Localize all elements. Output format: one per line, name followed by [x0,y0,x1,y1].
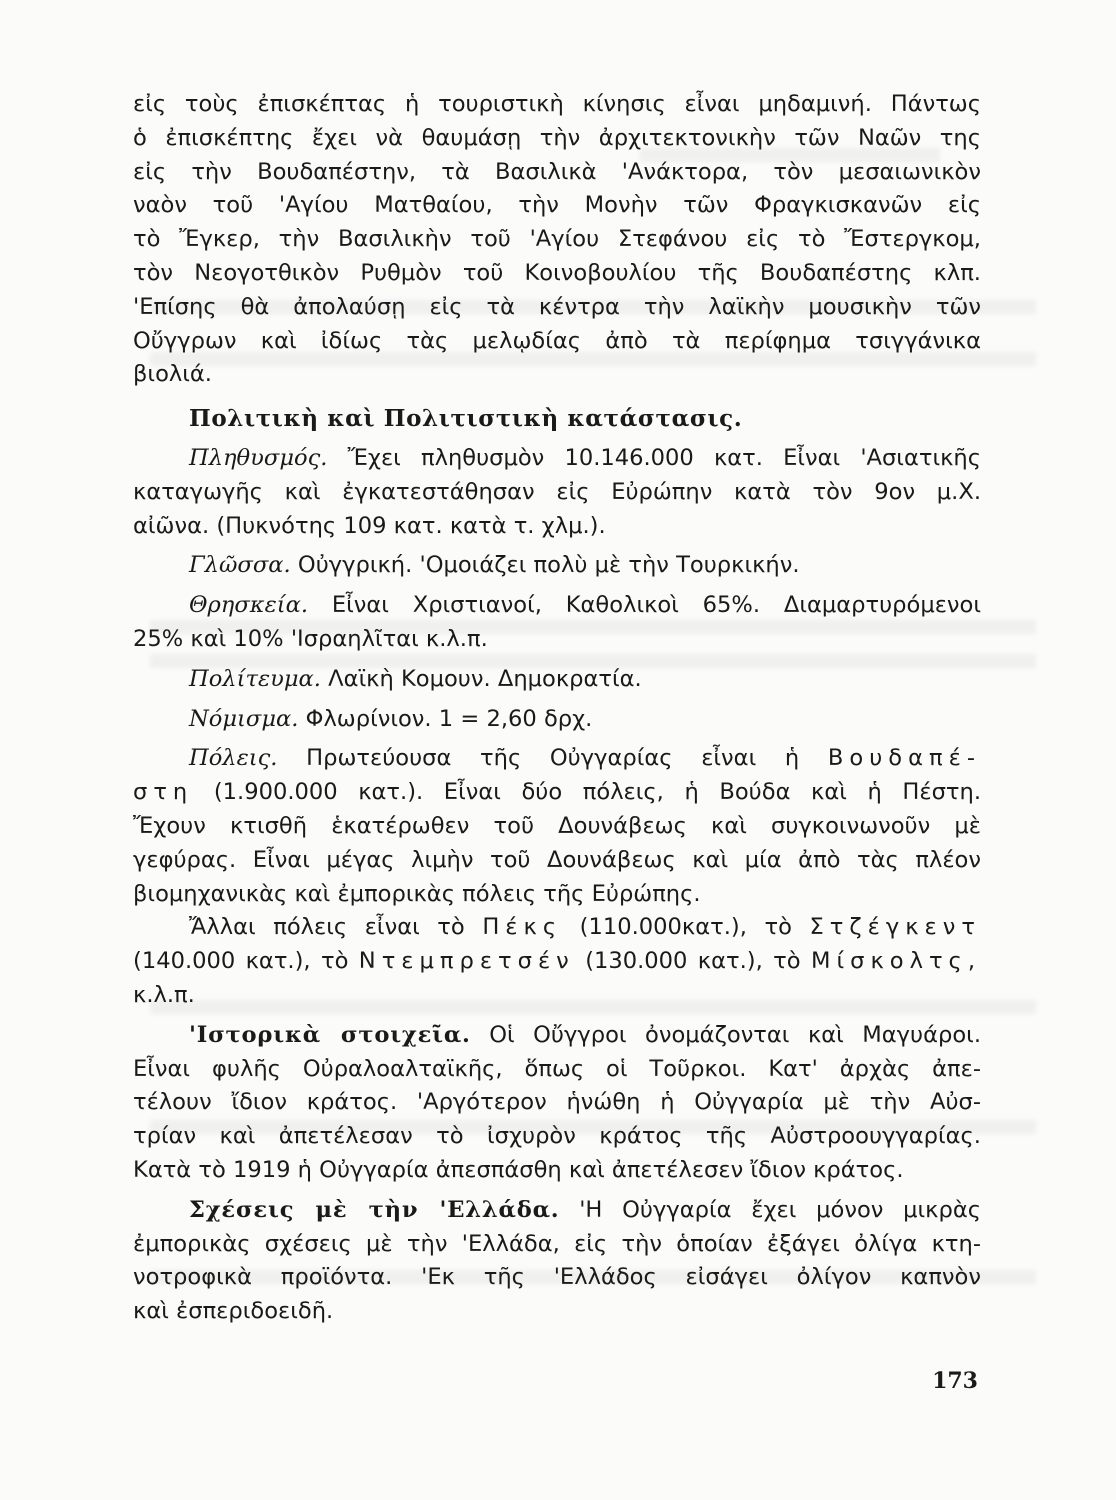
capital-name-end: στη [133,779,194,806]
cities-term: Πόλεις. [189,745,278,772]
city-debrecen-population: (130.000 κατ.), τὸ [585,948,801,975]
text-line: ναὸν τοῦ 'Αγίου Ματθαίου, τὴν Μονὴν τῶν Φραγκισκανῶν εἰς [133,192,981,219]
religion-term: Θρησκεία. [189,592,309,619]
intro-paragraph [133,88,981,392]
text-line: 'Επίσης θὰ ἀπολαύσῃ εἰς τὰ κέντρα τὴν λαϊκὴν μουσικὴν τῶν [133,293,981,320]
city-debrecen: Ντεμπρετσέν [358,948,575,975]
text-line [133,1194,981,1228]
text-line: εἰς τοὺς ἐπισκέπτας ἡ τουριστικὴ κίνησις εἶναι μηδαμινή. Πάντως [133,91,981,117]
currency-term: Νόμισμα. [189,705,299,732]
currency-paragraph [133,703,981,737]
capital-name: Βουδαπέ- [827,745,981,772]
text-line: τὸν Νεογοτθικὸν Ρυθμὸν τοῦ Κοινοβουλίου τῆς Βουδαπέστης κλπ. [133,259,981,286]
text-line: καὶ ἐσπεριδοειδῆ. [133,1298,334,1325]
text-line [133,703,981,737]
history-paragraph [133,1019,981,1188]
text-line [133,1019,981,1053]
history-text: Οἱ Οὔγγροι ὀνομάζονται καὶ Μαγυάροι. [489,1021,982,1048]
text-line [133,589,981,623]
text-line: κ.λ.π. [133,981,195,1008]
text-line: Κατὰ τὸ 1919 ἡ Οὐγγαρία ἀπεσπάσθη καὶ ἀπετέλεσεν ἴδιον κράτος. [133,1156,904,1183]
language-paragraph [133,549,981,583]
text-line [133,549,981,583]
text-line: Οὔγγρων καὶ ἰδίως τὰς μελῳδίας ἀπὸ τὰ περίφημα τσιγγάνικα [133,327,981,354]
page-number: 173 [932,1368,978,1394]
text-line: Ἔχουν κτισθῆ ἑκατέρωθεν τοῦ Δουνάβεως καὶ συγκοινωνοῦν μὲ [133,812,981,839]
text-line: τὸ Ἔγκερ, τὴν Βασιλικὴν τοῦ 'Αγίου Στεφάνου εἰς τὸ Ἔστεργκομ, [133,226,981,253]
text-line: τέλουν ἴδιον κράτος. 'Αργότερον ἡνώθη ἡ Οὐγγαρία μὲ τὴν Αὐσ- [133,1089,981,1116]
currency-text: Φλωρίνιον. 1 = 2,60 δρχ. [305,705,593,732]
text-line: ὁ ἐπισκέπτης ἔχει νὰ θαυμάσῃ τὴν ἀρχιτεκτονικὴν τῶν Ναῶν της [133,124,981,151]
relations-paragraph [133,1194,981,1329]
city-miskolc: Μίσκολτς, [810,948,981,975]
population-paragraph [133,442,981,543]
text-line [133,776,981,810]
government-paragraph [133,663,981,697]
text-line [133,911,981,945]
section-heading: Πολιτικὴ καὶ Πολιτιστικὴ κατάστασις. [189,405,743,433]
text-line [133,945,981,979]
city-pecs-population: (110.000κατ.), τὸ [579,914,792,941]
text-line: γεφύρας. Εἶναι μέγας λιμὴν τοῦ Δουνάβεως καὶ μία ἀπὸ τὰς πλέον [133,846,981,873]
history-term: 'Ιστορικὰ στοιχεῖα. [189,1021,471,1048]
text-line: αἰῶνα. (Πυκνότης 109 κατ. κατὰ τ. χλμ.). [133,512,606,539]
city-szeged: Στζέγκεντ [809,914,981,941]
city-pecs: Πέκς [482,914,563,941]
text-line: ἐμπορικὰς σχέσεις μὲ τὴν 'Ελλάδα, εἰς τὴν ὁποίαν ἐξάγει ὀλίγα κτη- [133,1230,981,1257]
text-line [133,442,981,476]
cities-paragraph [133,742,981,1012]
language-term: Γλῶσσα. [189,552,291,579]
relations-text: 'Η Οὐγγαρία ἔχει μόνον μικρὰς [579,1196,981,1223]
population-text: Ἔχει πληθυσμὸν 10.146.000 κατ. Εἶναι 'Ασιατικῆς [347,444,981,471]
cities-text: (1.900.000 κατ.). Εἶναι δύο πόλεις, ἡ Βούδα καὶ ἡ Πέστη. [213,779,982,806]
religion-paragraph [133,589,981,657]
religion-text: Εἶναι Χριστιανοί, Καθολικοὶ 65%. Διαμαρτυρόμενοι [331,592,981,619]
text-line: νοτροφικὰ προϊόντα. 'Εκ τῆς 'Ελλάδος εἰσάγει ὀλίγον καπνὸν [133,1264,981,1291]
government-term: Πολίτευμα. [189,665,321,692]
other-cities-intro: Ἄλλαι πόλεις εἶναι τὸ [189,914,465,941]
text-line: καταγωγῆς καὶ ἐγκατεστάθησαν εἰς Εὐρώπην κατὰ τὸν 9ον μ.Χ. [133,478,981,505]
text-line: Εἶναι φυλῆς Οὐραλοαλταϊκῆς, ὅπως οἱ Τοῦρκοι. Κατ' ἀρχὰς ἀπε- [133,1055,981,1082]
city-szeged-population: (140.000 κατ.), τὸ [133,948,349,975]
text-line [133,742,981,776]
language-text: Οὐγγρική. 'Ομοιάζει πολὺ μὲ τὴν Τουρκικήν. [297,552,800,579]
government-text: Λαϊκὴ Κομουν. Δημοκρατία. [328,665,642,692]
text-line: 25% καὶ 10% 'Ισραηλῖται κ.λ.π. [133,625,488,652]
text-line [133,663,981,697]
text-line: εἰς τὴν Βουδαπέστην, τὰ Βασιλικὰ 'Ανάκτορα, τὸν μεσαιωνικὸν [133,158,981,185]
cities-text: Πρωτεύουσα τῆς Οὐγγαρίας εἶναι ἡ [306,745,800,772]
text-line: τρίαν καὶ ἀπετέλεσαν τὸ ἰσχυρὸν κράτος τῆς Αὐστροουγγαρίας. [133,1123,981,1150]
page-text [133,88,981,1329]
population-term: Πληθυσμός. [189,444,328,471]
relations-term: Σχέσεις μὲ τὴν 'Ελλάδα. [189,1196,560,1223]
text-line: βιομηχανικὰς καὶ ἐμπορικὰς πόλεις τῆς Εὐρώπης. [133,880,701,907]
text-line: βιολιά. [133,361,212,388]
